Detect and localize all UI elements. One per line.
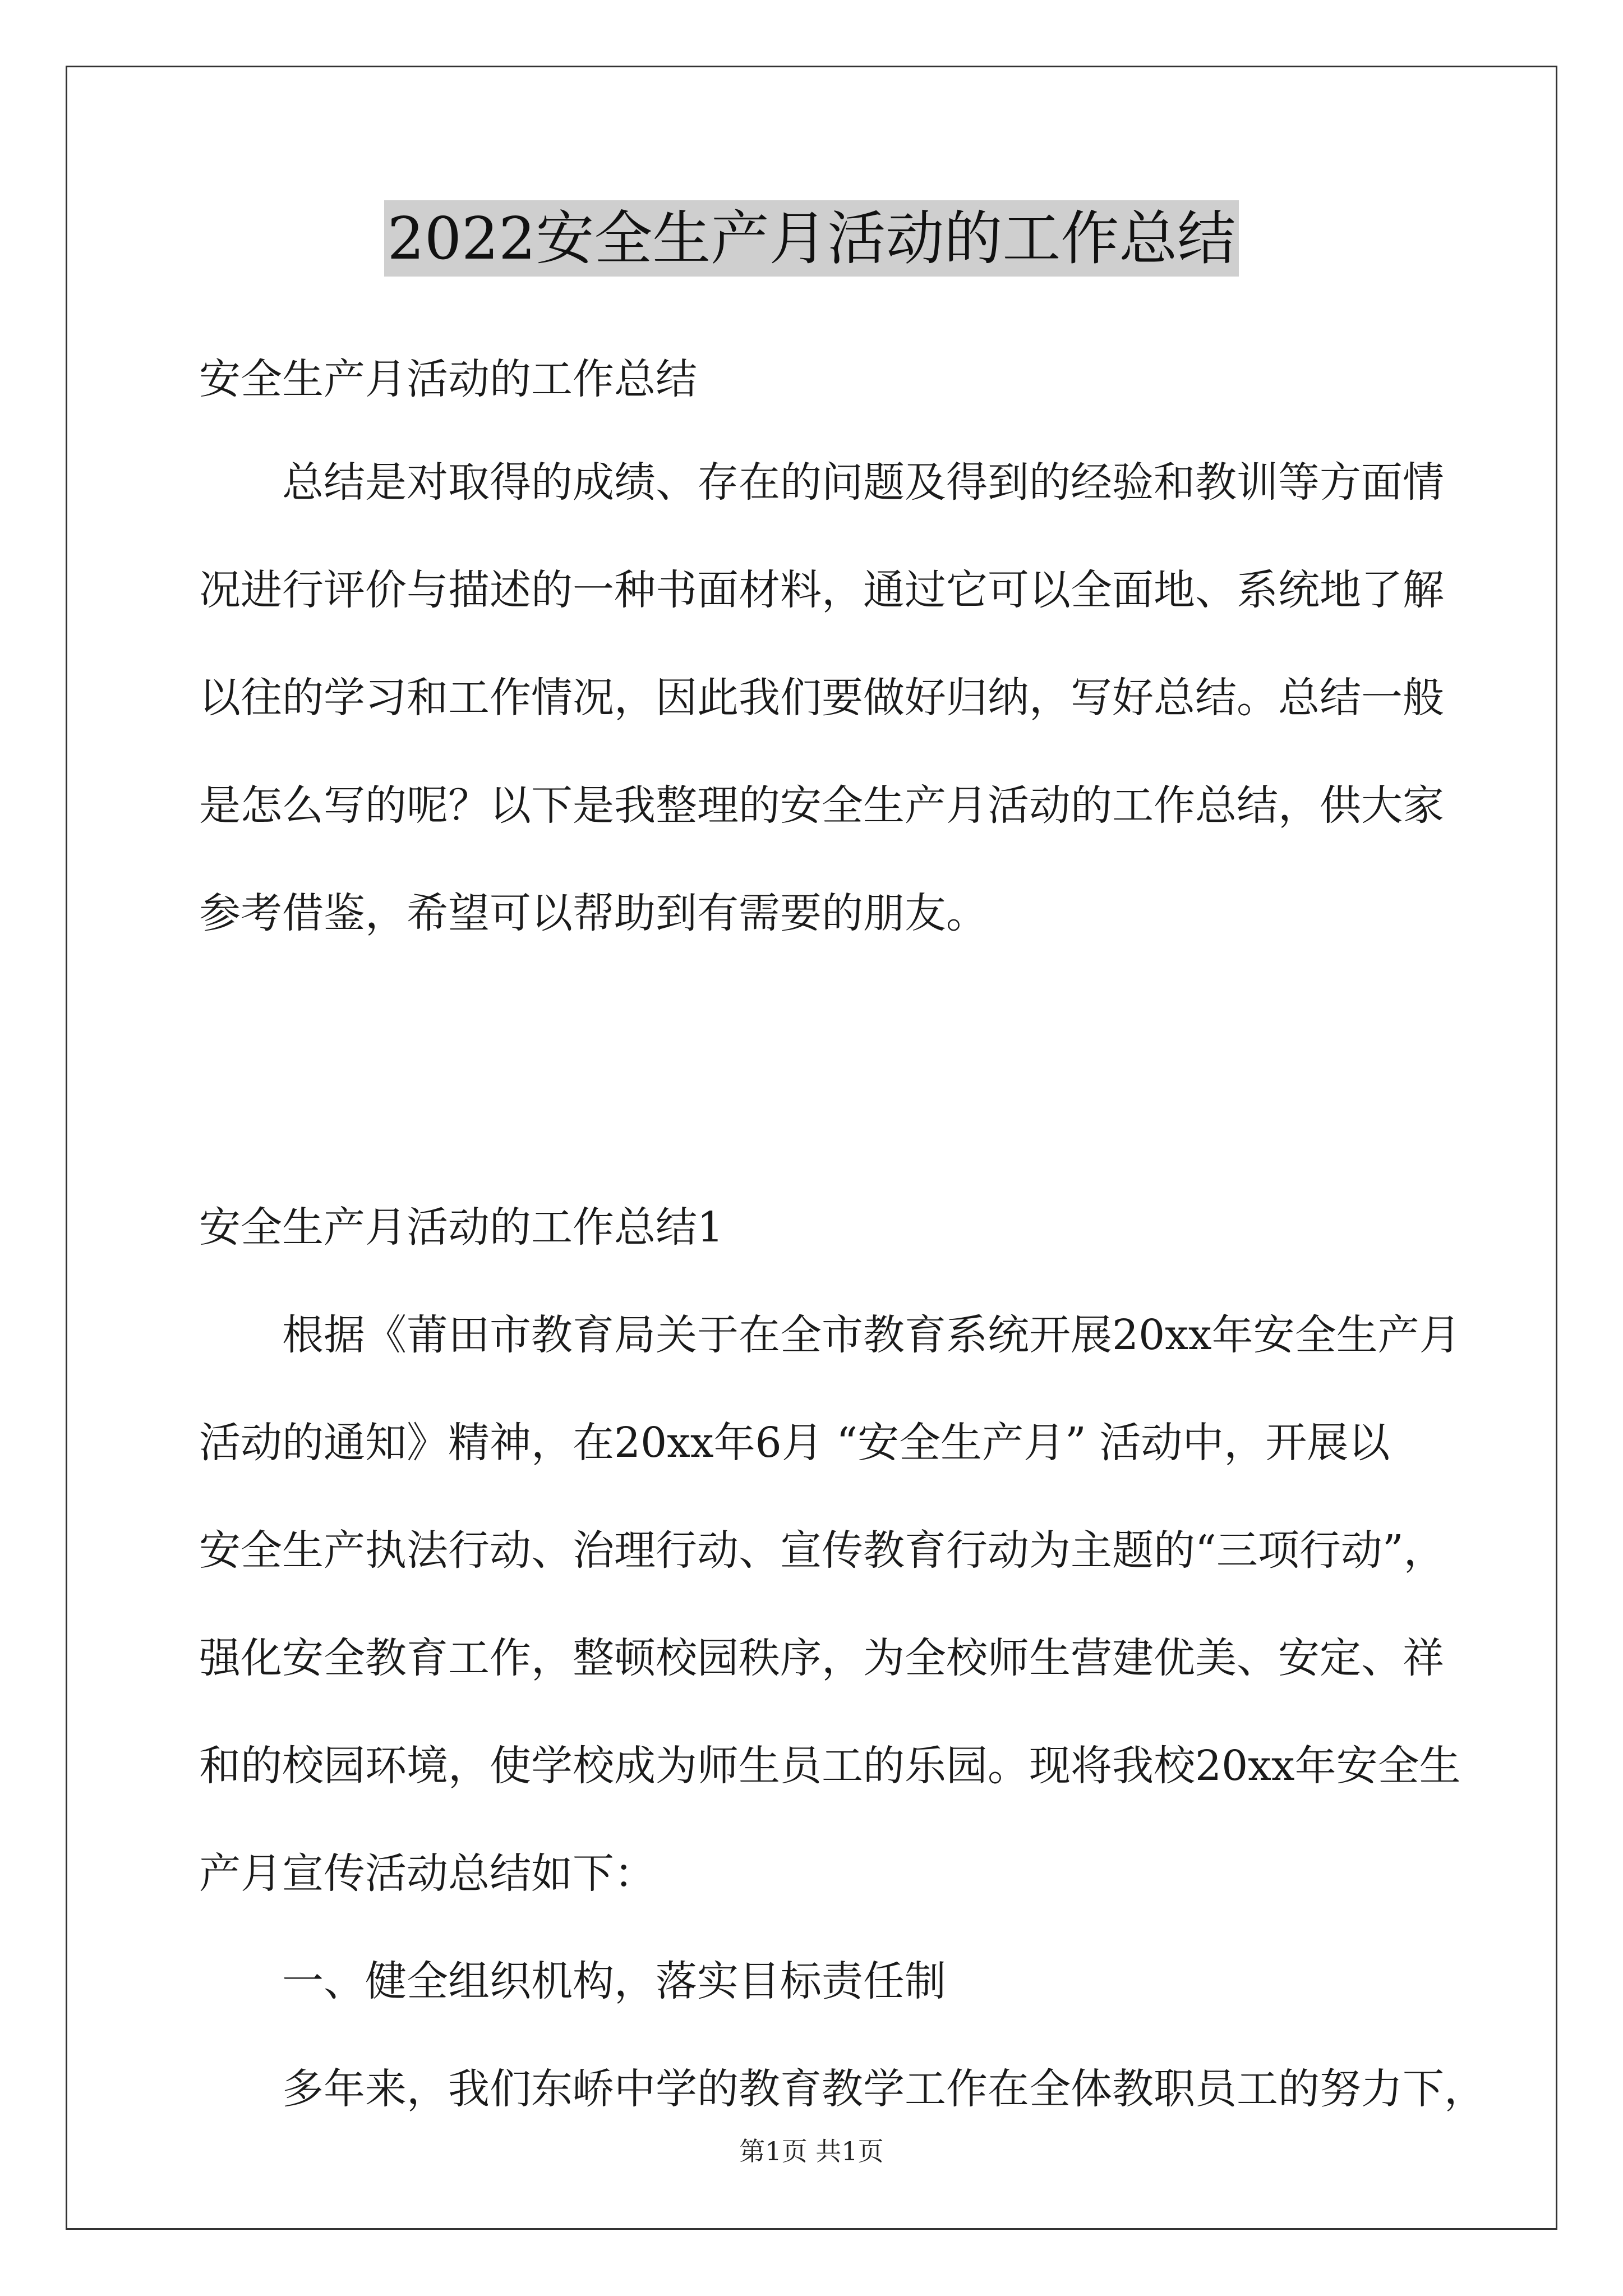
paragraph-line: 强化安全教育工作，整顿校园秩序，为全校师生营建优美、安定、祥 <box>199 1634 1444 1682</box>
subsection-heading: 一、健全组织机构，落实目标责任制 <box>282 1957 946 2005</box>
paragraph-line: 安全生产执法行动、治理行动、宣传教育行动为主题的“三项行动”， <box>199 1526 1445 1575</box>
paragraph-line: 况进行评价与描述的一种书面材料，通过它可以全面地、系统地了解 <box>199 566 1444 614</box>
paragraph-line: 活动的通知》精神，在20xx年6月 “安全生产月” 活动中，开展以 <box>199 1419 1390 1467</box>
title-container <box>0 200 1623 277</box>
paragraph-line: 以往的学习和工作情况，因此我们要做好归纳，写好总结。总结一般 <box>199 674 1444 722</box>
page-footer: 第1页 共1页 <box>739 2136 884 2166</box>
section-heading: 安全生产月活动的工作总结1 <box>199 1203 724 1251</box>
paragraph-line: 产月宣传活动总结如下： <box>199 1849 656 1898</box>
paragraph-line: 参考借鉴，希望可以帮助到有需要的朋友。 <box>199 889 988 937</box>
paragraph-line: 多年来，我们东峤中学的教育教学工作在全体教职员工的努力下， <box>282 2065 1486 2113</box>
document-title: 2022安全生产月活动的工作总结 <box>384 200 1239 277</box>
paragraph-line: 是怎么写的呢？以下是我整理的安全生产月活动的工作总结，供大家 <box>199 781 1444 830</box>
paragraph-line: 和的校园环境，使学校成为师生员工的乐园。现将我校20xx年安全生 <box>199 1742 1461 1790</box>
subtitle-line: 安全生产月活动的工作总结 <box>199 355 697 403</box>
paragraph-line: 根据《莆田市教育局关于在全市教育系统开展20xx年安全生产月 <box>282 1311 1461 1359</box>
paragraph-line: 总结是对取得的成绩、存在的问题及得到的经验和教训等方面情 <box>282 458 1444 507</box>
